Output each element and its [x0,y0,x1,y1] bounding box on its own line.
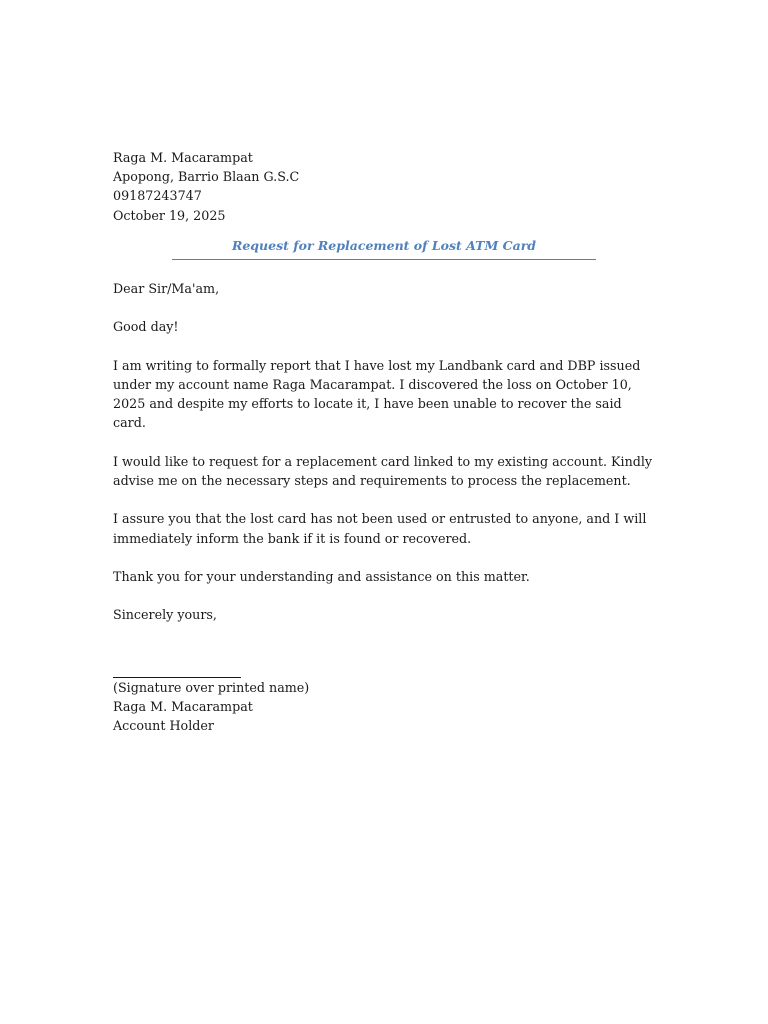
greeting: Good day! [113,319,179,335]
signatory-title: Account Holder [113,717,214,733]
body-paragraph-3: I assure you that the lost card has not been used or entrusted to anyone, and I will immediately inform the bank if it is found or recovered. [113,511,647,546]
subject-line-container [172,236,596,260]
letter-body [113,148,658,735]
closing: Sincerely yours, [113,607,217,623]
body-paragraph-4: Thank you for your understanding and assistance on this matter. [113,568,530,584]
signature-caption: (Signature over printed name) [113,679,310,695]
letter-date: October 19, 2025 [113,207,226,223]
signature-line [113,662,241,678]
salutation: Dear Sir/Ma'am, [113,281,220,297]
sender-name: Raga M. Macarampat [113,150,253,165]
body-paragraph-1: I am writing to formally report that I have lost my Landbank card and DBP issued under my account name Raga Macarampat. I discovered the loss on October 10, 2025 and despite my efforts to locate it, I have been unable to recover the said card. [113,357,641,431]
signatory-name: Raga M. Macarampat [113,698,253,714]
sender-phone: 09187243747 [113,188,202,204]
signature-block [113,678,658,736]
sender-address: Apopong, Barrio Blaan G.S.C [113,169,300,185]
body-paragraph-2: I would like to request for a replacement card linked to my existing account. Kindly advise me on the necessary steps and requirements to process the replacement. [113,453,653,488]
sender-info-block [113,148,658,225]
subject-heading: Request for Replacement of Lost ATM Card [231,237,537,253]
